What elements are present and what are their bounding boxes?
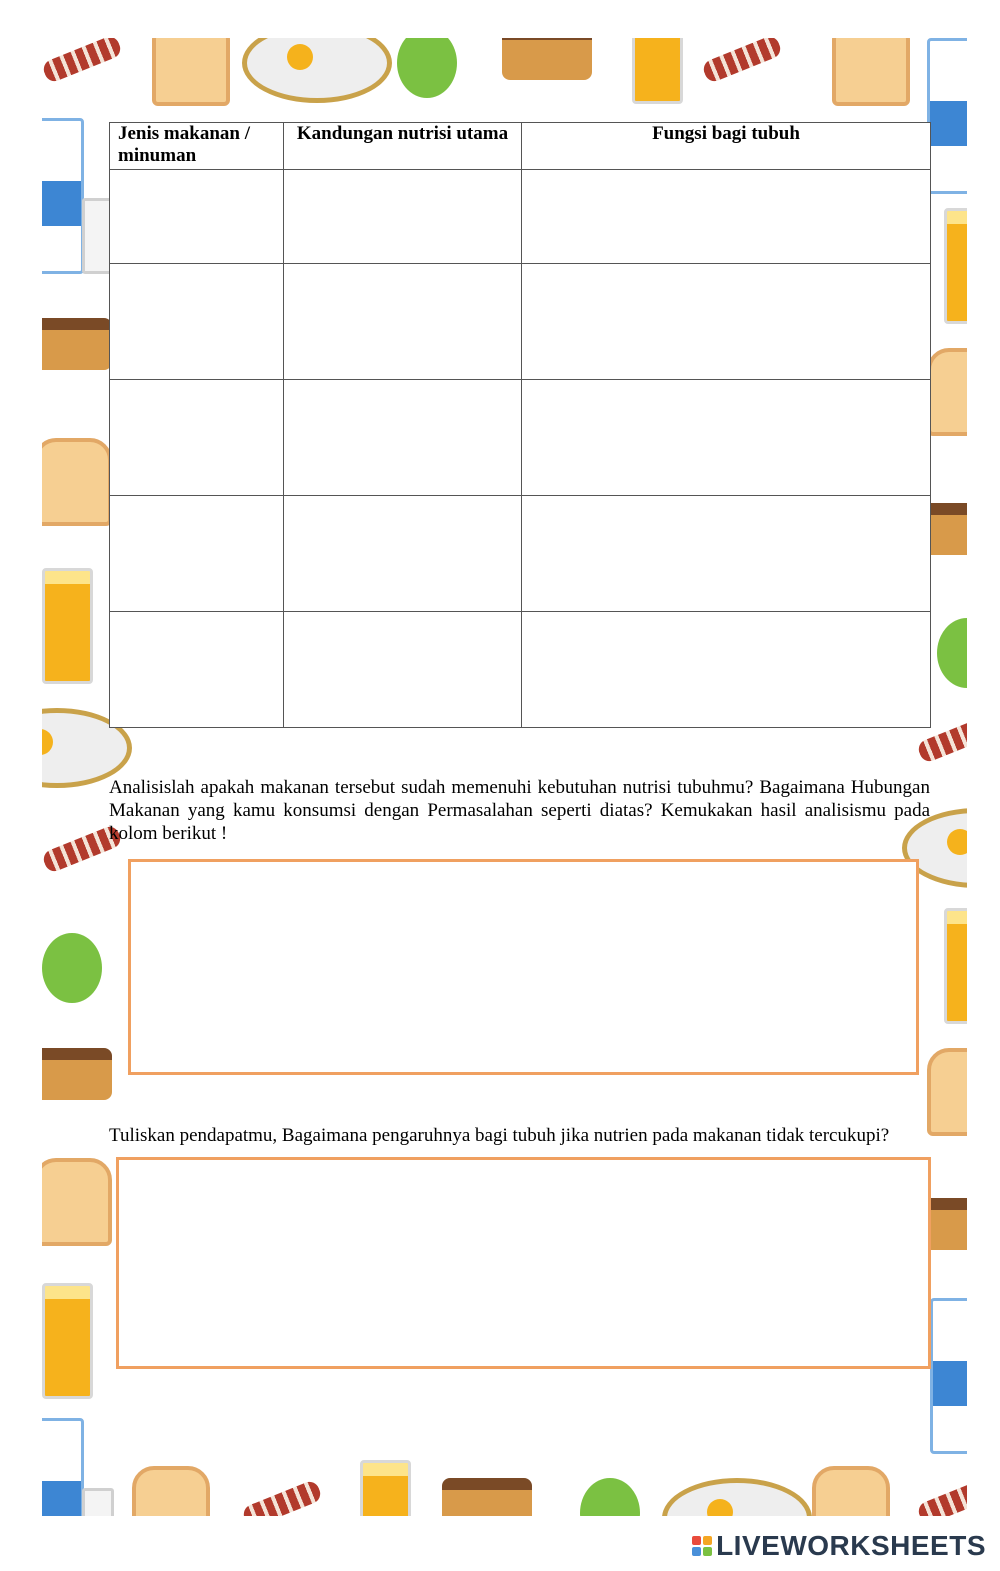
glass-decoration (82, 1488, 114, 1516)
table-cell-food[interactable] (110, 380, 284, 496)
bacon-decoration (241, 1479, 323, 1516)
toast-decoration (42, 1158, 112, 1246)
table-cell-function[interactable] (522, 496, 931, 612)
table-row (110, 264, 931, 380)
liveworksheets-grid-icon (692, 1536, 712, 1556)
table-header-row (110, 123, 931, 170)
bacon-decoration (42, 38, 123, 84)
question-analysis-text: Analisislah apakah makanan tersebut sudah memenuhi kebutuhan nutrisi tubuhmu? Bagaimana Hubungan Makanan yang kamu konsumsi dengan Permasalahan seperti diatas? Kemukakan hasil analisismu pada kolom berikut ! (109, 777, 930, 844)
juice-decoration (42, 1283, 93, 1399)
pancake-decoration (42, 1048, 112, 1100)
pancake-decoration (42, 318, 112, 370)
question-effect-text: Tuliskan pendapatmu, Bagaimana pengaruhnya bagi tubuh jika nutrien pada makanan tidak tercukupi? (109, 1125, 890, 1146)
bacon-decoration (701, 38, 783, 84)
egg-plate-decoration (662, 1478, 812, 1516)
apple-decoration (937, 618, 967, 688)
column-header-nutrient: Kandungan nutrisi utama (284, 123, 522, 170)
answer-box-analysis[interactable] (128, 859, 919, 1075)
table-cell-function[interactable] (522, 170, 931, 264)
apple-decoration (397, 38, 457, 98)
table-cell-nutrient[interactable] (284, 170, 522, 264)
table-cell-function[interactable] (522, 612, 931, 728)
toast-decoration (832, 38, 910, 106)
juice-decoration (42, 568, 93, 684)
table-row (110, 380, 931, 496)
table-cell-nutrient[interactable] (284, 612, 522, 728)
toast-decoration (927, 1048, 967, 1136)
toast-decoration (42, 438, 112, 526)
table-row (110, 612, 931, 728)
table-cell-food[interactable] (110, 496, 284, 612)
table-cell-function[interactable] (522, 264, 931, 380)
toast-decoration (812, 1466, 890, 1516)
table-row (110, 496, 931, 612)
column-header-food: Jenis makanan / minuman (110, 123, 284, 170)
table-cell-function[interactable] (522, 380, 931, 496)
table-cell-nutrient[interactable] (284, 380, 522, 496)
pancake-decoration (502, 38, 592, 80)
juice-decoration (360, 1460, 411, 1516)
juice-decoration (632, 38, 683, 104)
milk-carton-decoration (927, 38, 967, 194)
milk-carton-decoration (930, 1298, 967, 1454)
table-cell-nutrient[interactable] (284, 496, 522, 612)
apple-decoration (580, 1478, 640, 1516)
table-cell-food[interactable] (110, 264, 284, 380)
table-cell-nutrient[interactable] (284, 264, 522, 380)
liveworksheets-logo (692, 1530, 986, 1562)
table-cell-food[interactable] (110, 612, 284, 728)
milk-carton-decoration (42, 1418, 84, 1516)
bacon-decoration (916, 1476, 967, 1516)
egg-plate-decoration (242, 38, 392, 103)
toast-decoration (927, 348, 967, 436)
pancake-decoration (442, 1478, 532, 1516)
apple-decoration (42, 933, 102, 1003)
brand-name: LIVEWORKSHEETS (716, 1530, 986, 1561)
juice-decoration (944, 908, 967, 1024)
nutrition-table (109, 122, 931, 728)
milk-carton-decoration (42, 118, 84, 274)
table-cell-food[interactable] (110, 170, 284, 264)
juice-decoration (944, 208, 967, 324)
toast-decoration (132, 1466, 210, 1516)
answer-box-effect[interactable] (116, 1157, 931, 1369)
toast-decoration (152, 38, 230, 106)
column-header-function: Fungsi bagi tubuh (522, 123, 931, 170)
table-row (110, 170, 931, 264)
